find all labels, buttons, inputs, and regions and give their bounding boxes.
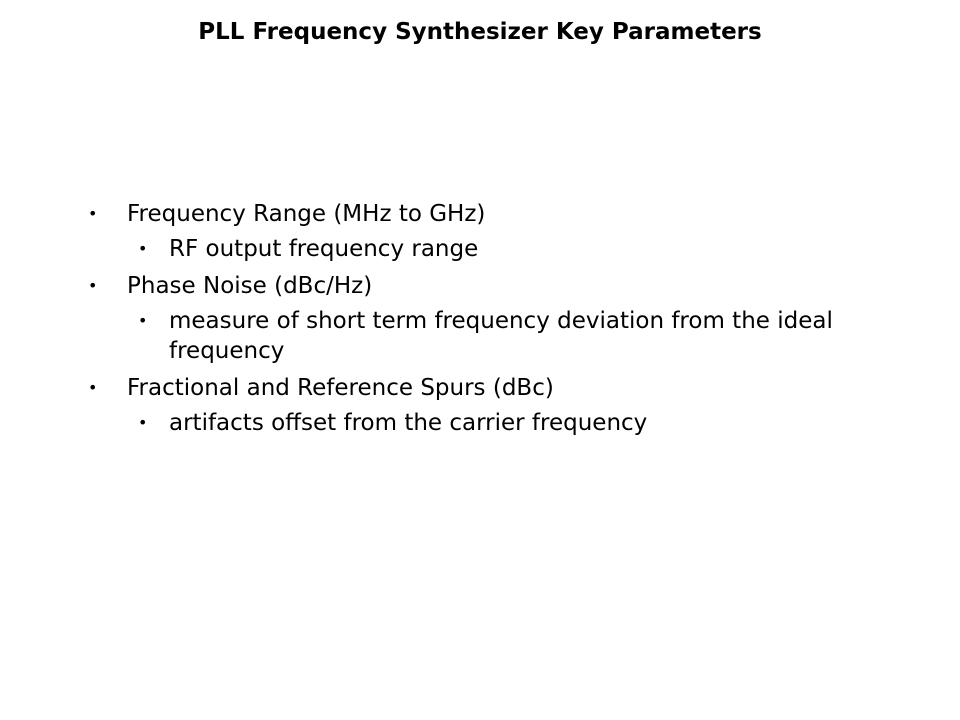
bullet-marker: • (138, 413, 148, 432)
sub-bullet-item (88, 234, 908, 264)
bullet-text: Frequency Range (MHz to GHz) (127, 201, 486, 227)
bullet-list (88, 198, 908, 444)
bullet-text: Phase Noise (dBc/Hz) (127, 273, 373, 299)
bullet-marker: • (88, 204, 98, 223)
bullet-marker: • (138, 239, 148, 258)
sub-bullet-item (88, 306, 908, 366)
bullet-item (88, 270, 908, 302)
sub-bullet-item (88, 408, 908, 438)
bullet-marker: • (88, 378, 98, 397)
bullet-item (88, 198, 908, 230)
bullet-text: Fractional and Reference Spurs (dBc) (127, 375, 554, 401)
bullet-item (88, 372, 908, 404)
bullet-text: RF output frequency range (169, 236, 479, 262)
bullet-text: artifacts offset from the carrier frequency (169, 410, 648, 436)
bullet-text: measure of short term frequency deviation from the ideal frequency (169, 308, 833, 364)
slide-title: PLL Frequency Synthesizer Key Parameters (198, 19, 762, 45)
bullet-marker: • (138, 311, 148, 330)
bullet-marker: • (88, 276, 98, 295)
